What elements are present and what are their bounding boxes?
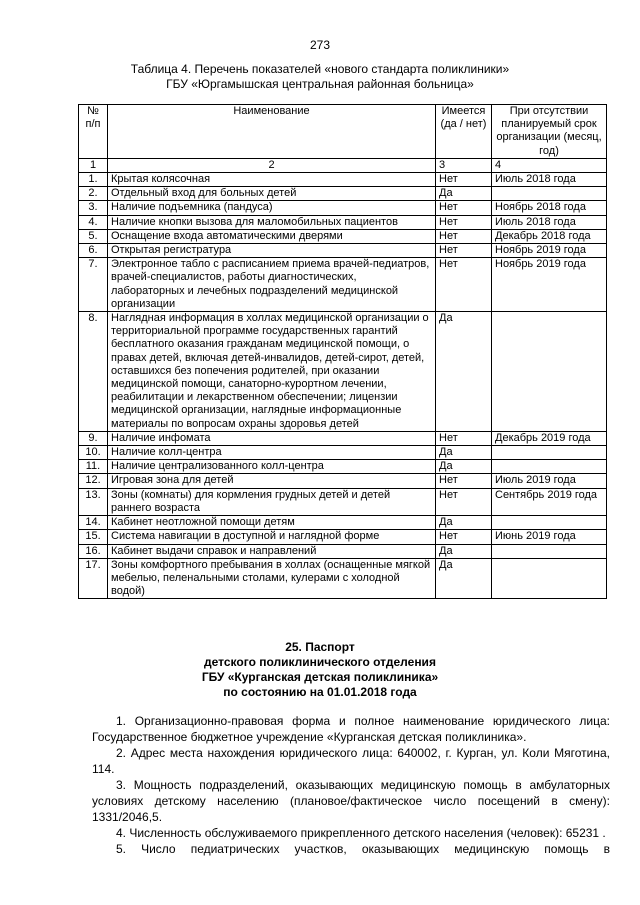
table-row xyxy=(79,312,607,432)
paragraph-org-form: 1. Организационно-правовая форма и полное наименование юридического лица: Государственное бюджетное учреждение «Курганская детская поликлиника». xyxy=(92,714,610,744)
indicators-table xyxy=(78,104,607,599)
row-available-cell: Нет xyxy=(436,201,492,215)
row-num-cell: 8. xyxy=(79,312,108,432)
row-name-cell: Зоны комфортного пребывания в холлах (оснащенные мягкой мебелью, пеленальными столами, кулерами с холодной водой) xyxy=(108,558,436,599)
row-term-cell: Декабрь 2019 года xyxy=(492,431,607,445)
row-term-cell: Сентябрь 2019 года xyxy=(492,488,607,515)
table-title-line-1: Таблица 4. Перечень показателей «нового стандарта поликлиники» xyxy=(130,62,510,76)
row-num-cell: 12. xyxy=(79,474,108,488)
row-available-cell: Нет xyxy=(436,488,492,515)
table-title xyxy=(0,62,640,92)
row-term-cell: Июль 2018 года xyxy=(492,173,607,187)
row-num-cell: 1. xyxy=(79,173,108,187)
row-term-cell: Июль 2018 года xyxy=(492,215,607,229)
row-available-cell: Да xyxy=(436,516,492,530)
section-title-line-4: по состоянию на 01.01.2018 года xyxy=(223,685,417,699)
row-name-cell: Наглядная информация в холлах медицинской организации о территориальной программе государственных гарантий бесплатного оказания гражданам медицинской помощи, о правах детей, включая детей-инвалидов, детей-сирот, детей, оставшихся без попечения родителей, при оказании медицинской помощи, санаторно-курортном лечении, реабилитации и лекарственном обеспечении; лицензии медицинской организации, наглядные информационные материалы по вопросам охраны здоровья детей xyxy=(108,312,436,432)
row-term-cell: Декабрь 2018 года xyxy=(492,229,607,243)
table-row xyxy=(79,215,607,229)
row-available-cell: Да xyxy=(436,544,492,558)
row-available-cell: Нет xyxy=(436,530,492,544)
row-num-cell: 2. xyxy=(79,187,108,201)
row-term-cell xyxy=(492,312,607,432)
page-number: 273 xyxy=(309,38,331,52)
row-available-cell: Нет xyxy=(436,474,492,488)
row-available-cell: Да xyxy=(436,187,492,201)
row-num-cell: 5. xyxy=(79,229,108,243)
section-title-line-2: детского поликлинического отделения xyxy=(204,655,436,669)
table-row xyxy=(79,229,607,243)
table-body xyxy=(79,173,607,599)
table-row xyxy=(79,173,607,187)
row-name-cell: Оснащение входа автоматическими дверями xyxy=(108,229,436,243)
paragraph-address: 2. Адрес места нахождения юридического лица: 640002, г. Курган, ул. Коли Мяготина, 114. xyxy=(92,746,610,776)
row-num-cell: 7. xyxy=(79,258,108,312)
row-term-cell xyxy=(492,544,607,558)
row-term-cell xyxy=(492,187,607,201)
table-numbering-row xyxy=(79,158,607,172)
section-title-line-3: ГБУ «Курганская детская поликлиника» xyxy=(201,670,439,684)
table-row xyxy=(79,474,607,488)
row-num-cell: 4. xyxy=(79,215,108,229)
numbering-cell: 3 xyxy=(436,158,492,172)
passport-body xyxy=(92,713,610,857)
header-available: Имеется (да / нет) xyxy=(436,105,492,159)
row-name-cell: Наличие централизованного колл-центра xyxy=(108,460,436,474)
row-name-cell: Наличие инфомата xyxy=(108,431,436,445)
row-available-cell: Нет xyxy=(436,258,492,312)
row-available-cell: Нет xyxy=(436,244,492,258)
paragraph-capacity: 3. Мощность подразделений, оказывающих медицинскую помощь в амбулаторных условиях детскому населению (плановое/фактическое число посещений в смену): 1331/2046,5. xyxy=(92,778,610,824)
header-term: При отсутствии планируемый срок организации (месяц, год) xyxy=(492,105,607,159)
table-row xyxy=(79,446,607,460)
row-num-cell: 17. xyxy=(79,558,108,599)
row-name-cell: Наличие подъемника (пандуса) xyxy=(108,201,436,215)
row-term-cell xyxy=(492,558,607,599)
row-num-cell: 10. xyxy=(79,446,108,460)
row-name-cell: Кабинет неотложной помощи детям xyxy=(108,516,436,530)
table-title-line-2: ГБУ «Юргамышская центральная районная больница» xyxy=(166,77,474,91)
section-title xyxy=(0,640,640,700)
row-num-cell: 16. xyxy=(79,544,108,558)
row-available-cell: Да xyxy=(436,446,492,460)
row-num-cell: 15. xyxy=(79,530,108,544)
row-term-cell: Июль 2019 года xyxy=(492,474,607,488)
row-name-cell: Крытая колясочная xyxy=(108,173,436,187)
header-num: № п/п xyxy=(79,105,108,159)
table-row xyxy=(79,187,607,201)
row-available-cell: Нет xyxy=(436,229,492,243)
table-row xyxy=(79,258,607,312)
table-row xyxy=(79,488,607,515)
row-name-cell: Открытая регистратура xyxy=(108,244,436,258)
row-name-cell: Система навигации в доступной и наглядной форме xyxy=(108,530,436,544)
row-name-cell: Электронное табло с расписанием приема врачей-педиатров, врачей-специалистов, работы диагностических, лабораторных и лечебных подразделений медицинской организации xyxy=(108,258,436,312)
table-row xyxy=(79,201,607,215)
row-num-cell: 14. xyxy=(79,516,108,530)
numbering-cell: 2 xyxy=(108,158,436,172)
row-name-cell: Игровая зона для детей xyxy=(108,474,436,488)
table-header-row xyxy=(79,105,607,159)
row-term-cell: Июнь 2019 года xyxy=(492,530,607,544)
row-available-cell: Нет xyxy=(436,173,492,187)
row-available-cell: Нет xyxy=(436,215,492,229)
table-row xyxy=(79,431,607,445)
row-term-cell: Ноябрь 2019 года xyxy=(492,258,607,312)
row-num-cell: 11. xyxy=(79,460,108,474)
table-row xyxy=(79,530,607,544)
row-term-cell: Ноябрь 2019 года xyxy=(492,244,607,258)
row-num-cell: 9. xyxy=(79,431,108,445)
row-available-cell: Да xyxy=(436,312,492,432)
table-row xyxy=(79,244,607,258)
header-name: Наименование xyxy=(108,105,436,159)
row-num-cell: 6. xyxy=(79,244,108,258)
paragraph-districts: 5. Число педиатрических участков, оказывающих медицинскую помощь в xyxy=(116,842,610,856)
section-title-line-1: 25. Паспорт xyxy=(285,640,355,654)
row-name-cell: Зоны (комнаты) для кормления грудных детей и детей раннего возраста xyxy=(108,488,436,515)
row-term-cell xyxy=(492,516,607,530)
numbering-cell: 4 xyxy=(492,158,607,172)
row-name-cell: Кабинет выдачи справок и направлений xyxy=(108,544,436,558)
row-available-cell: Да xyxy=(436,558,492,599)
row-available-cell: Да xyxy=(436,460,492,474)
table-row xyxy=(79,460,607,474)
row-term-cell xyxy=(492,460,607,474)
row-available-cell: Нет xyxy=(436,431,492,445)
paragraph-population: 4. Численность обслуживаемого прикрепленного детского населения (человек): 65231 . xyxy=(116,826,606,840)
table-row xyxy=(79,544,607,558)
table-row xyxy=(79,558,607,599)
numbering-cell: 1 xyxy=(79,158,108,172)
row-name-cell: Наличие колл-центра xyxy=(108,446,436,460)
row-name-cell: Отдельный вход для больных детей xyxy=(108,187,436,201)
row-term-cell xyxy=(492,446,607,460)
row-term-cell: Ноябрь 2018 года xyxy=(492,201,607,215)
row-num-cell: 13. xyxy=(79,488,108,515)
row-num-cell: 3. xyxy=(79,201,108,215)
row-name-cell: Наличие кнопки вызова для маломобильных пациентов xyxy=(108,215,436,229)
table-row xyxy=(79,516,607,530)
